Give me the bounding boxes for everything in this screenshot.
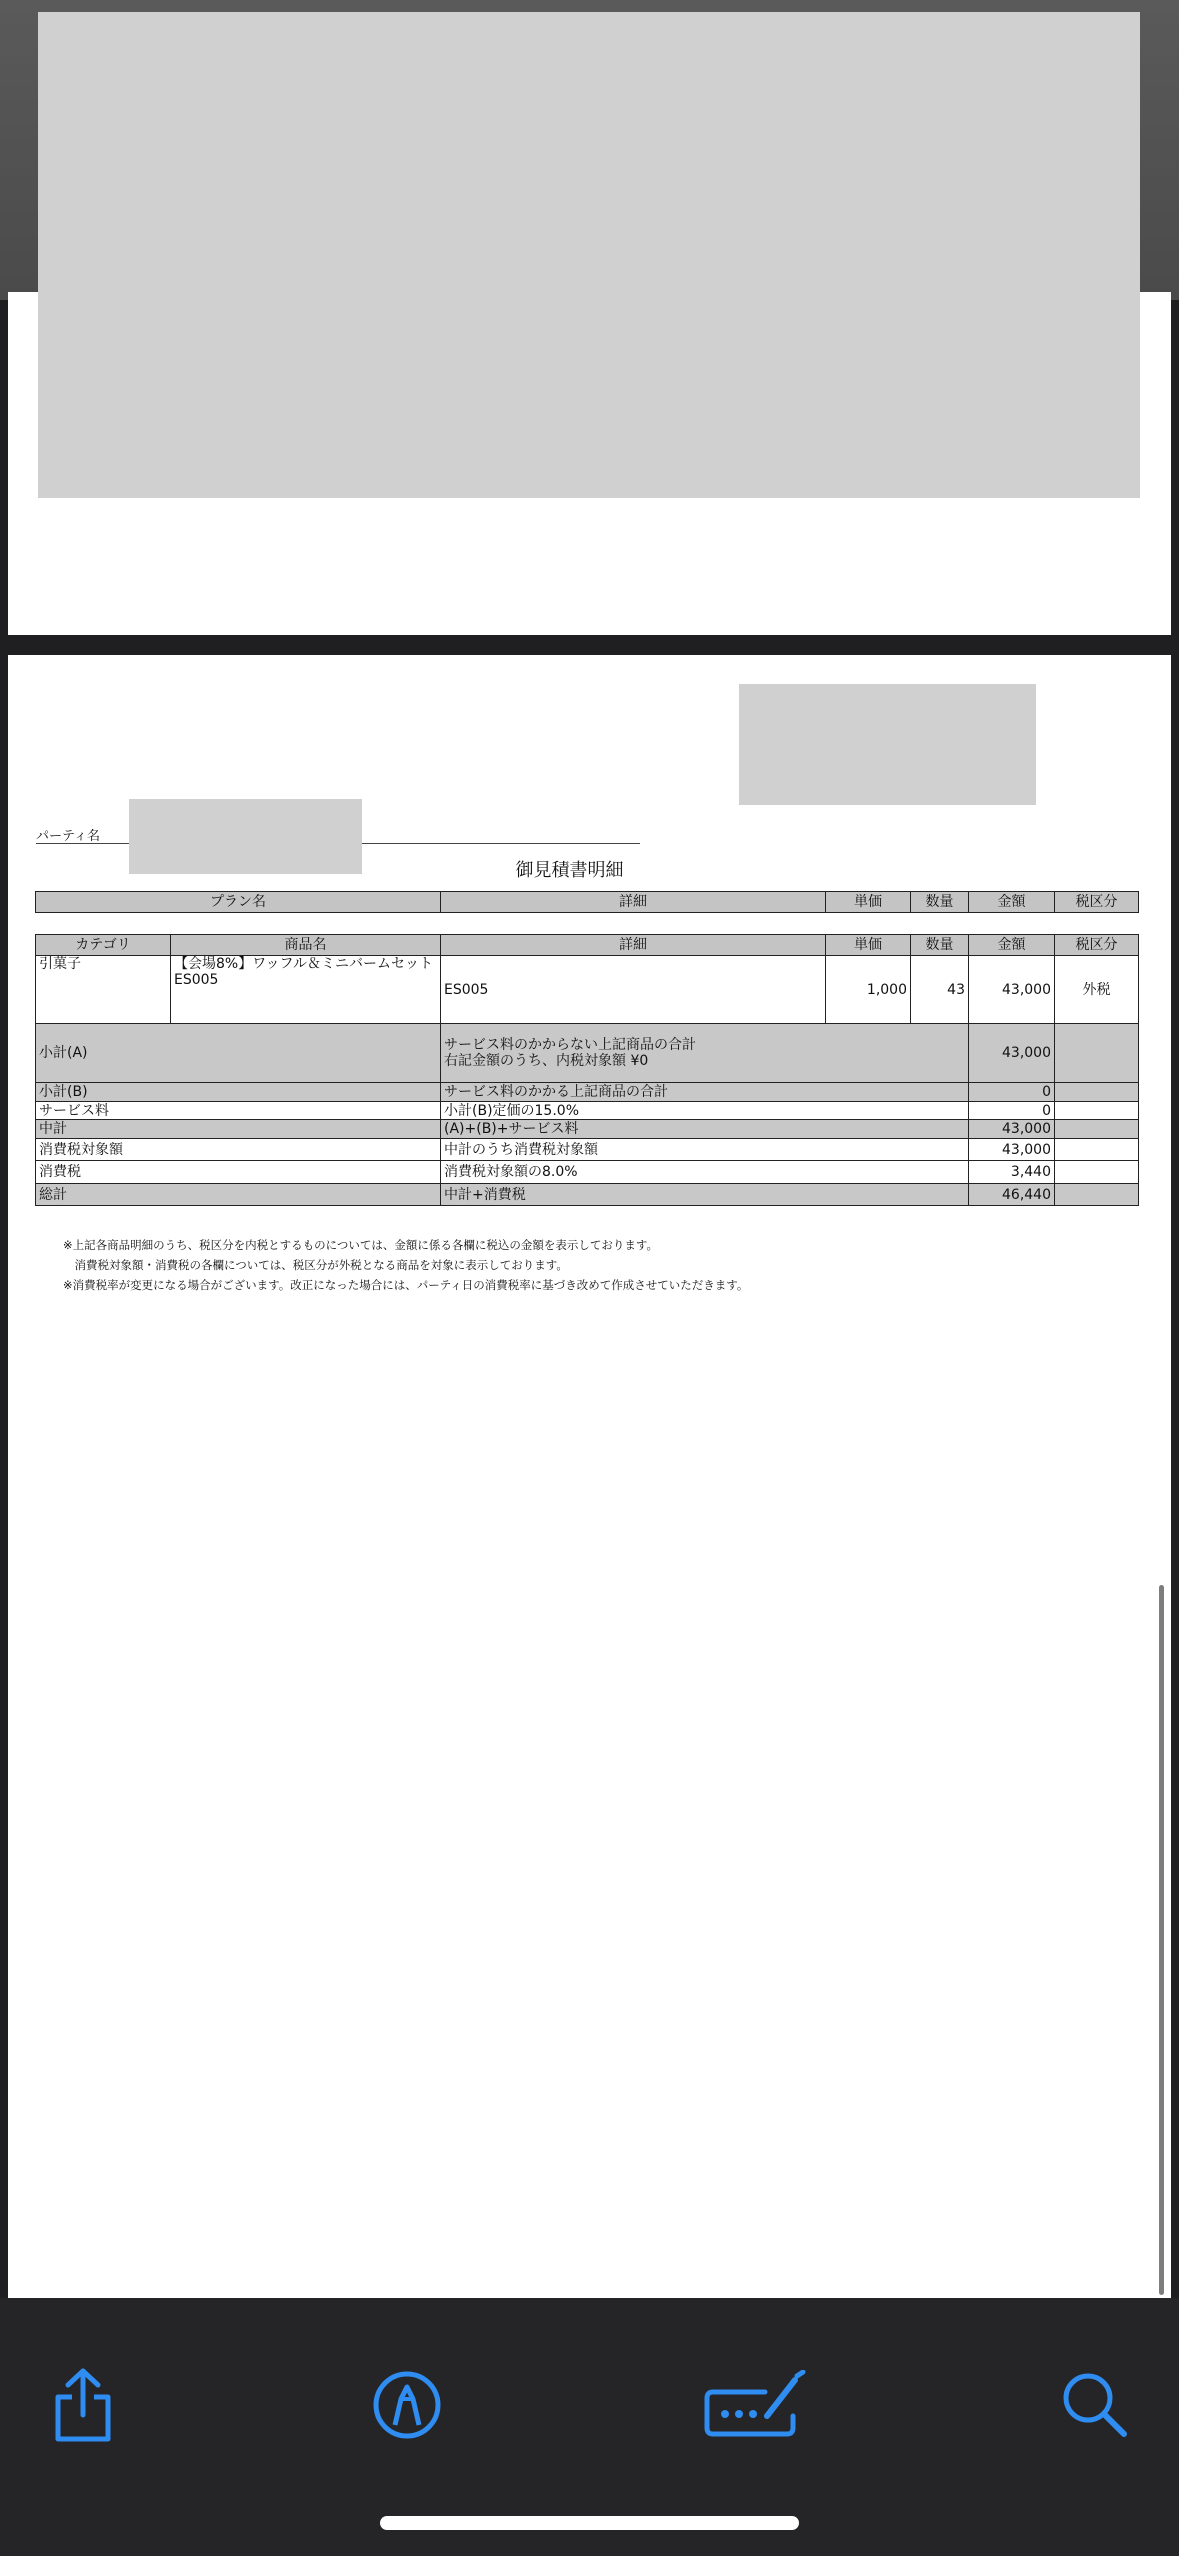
subtotal-b-label: 小計(B) — [36, 1083, 441, 1102]
scrollbar[interactable] — [1159, 1585, 1164, 2295]
markup-button[interactable] — [362, 2360, 452, 2450]
items-table — [35, 934, 1139, 1206]
subtotal-a-desc-line1: サービス料のかからない上記商品の合計 — [444, 1037, 696, 1053]
subtotal-a-tax — [1055, 1024, 1139, 1083]
header-unit-price: 単価 — [826, 935, 911, 956]
header-detail: 詳細 — [441, 892, 826, 913]
service-fee-desc: 小計(B)定価の15.0% — [441, 1102, 969, 1120]
tax-label: 消費税 — [36, 1161, 441, 1184]
header-unit-price: 単価 — [826, 892, 911, 913]
tax-tax — [1055, 1161, 1139, 1184]
tax-desc: 消費税対象額の8.0% — [441, 1161, 969, 1184]
tax-row — [36, 1161, 1139, 1184]
item-detail: ES005 — [441, 956, 826, 1024]
total-tax — [1055, 1184, 1139, 1206]
item-tax-class: 外税 — [1055, 956, 1139, 1024]
subtotal-b-tax — [1055, 1083, 1139, 1102]
items-header-row — [36, 935, 1139, 956]
notes — [63, 1235, 748, 1295]
item-amount: 43,000 — [969, 956, 1055, 1024]
header-plan-name: プラン名 — [36, 892, 441, 913]
bottom-toolbar — [0, 2298, 1179, 2556]
item-category: 引菓子 — [36, 956, 171, 1024]
home-indicator[interactable] — [380, 2516, 799, 2530]
header-amount: 金額 — [969, 892, 1055, 913]
midtotal-label: 中計 — [36, 1120, 441, 1139]
header-detail: 詳細 — [441, 935, 826, 956]
subtotal-b-amount: 0 — [969, 1083, 1055, 1102]
total-desc: 中計+消費税 — [441, 1184, 969, 1206]
item-quantity: 43 — [911, 956, 969, 1024]
midtotal-amount: 43,000 — [969, 1120, 1055, 1139]
taxable-label: 消費税対象額 — [36, 1139, 441, 1161]
taxable-amount: 43,000 — [969, 1139, 1055, 1161]
header-tax-class: 税区分 — [1055, 892, 1139, 913]
service-fee-amount: 0 — [969, 1102, 1055, 1120]
header-tax-class: 税区分 — [1055, 935, 1139, 956]
midtotal-row — [36, 1120, 1139, 1139]
midtotal-tax — [1055, 1120, 1139, 1139]
note-2: 消費税対象額・消費税の各欄については、税区分が外税となる商品を対象に表示しております。 — [63, 1258, 568, 1272]
total-row — [36, 1184, 1139, 1206]
table-row — [36, 956, 1139, 1024]
subtotal-a-desc — [441, 1024, 969, 1083]
item-product — [171, 956, 441, 1024]
header-amount: 金額 — [969, 935, 1055, 956]
markup-pen-icon — [371, 2369, 443, 2441]
share-button[interactable] — [38, 2360, 128, 2450]
taxable-tax — [1055, 1139, 1139, 1161]
tax-amount: 3,440 — [969, 1161, 1055, 1184]
search-button[interactable] — [1050, 2360, 1140, 2450]
subtotal-a-amount: 43,000 — [969, 1024, 1055, 1083]
midtotal-desc: (A)+(B)+サービス料 — [441, 1120, 969, 1139]
subtotal-b-desc: サービス料のかかる上記商品の合計 — [441, 1083, 969, 1102]
service-fee-row — [36, 1102, 1139, 1120]
signature-button[interactable] — [700, 2360, 810, 2450]
note-3: ※消費税率が変更になる場合がございます。改正になった場合には、パーティ日の消費税率に基づき改めて作成させていただきます。 — [63, 1278, 749, 1292]
header-product: 商品名 — [171, 935, 441, 956]
subtotal-b-row — [36, 1083, 1139, 1102]
document-page-1 — [8, 292, 1171, 635]
service-fee-label: サービス料 — [36, 1102, 441, 1120]
subtotal-a-row — [36, 1024, 1139, 1083]
header-quantity: 数量 — [911, 892, 969, 913]
document-page-2 — [8, 655, 1171, 2298]
share-icon — [48, 2365, 118, 2445]
header-quantity: 数量 — [911, 935, 969, 956]
total-amount: 46,440 — [969, 1184, 1055, 1206]
redacted-block — [38, 12, 1140, 498]
subtotal-a-desc-line2: 右記金額のうち、内税対象額 ¥0 — [444, 1053, 649, 1069]
total-label: 総計 — [36, 1184, 441, 1206]
service-fee-tax — [1055, 1102, 1139, 1120]
header-category: カテゴリ — [36, 935, 171, 956]
item-product-name: 【会場8%】ワッフル＆ミニバームセット — [174, 956, 433, 972]
plan-header-row — [36, 892, 1139, 913]
note-1: ※上記各商品明細のうち、税区分を内税とするものについては、金額に係る各欄に税込の金額を表示しております。 — [63, 1238, 658, 1252]
redacted-block — [739, 684, 1036, 805]
subtotal-a-label: 小計(A) — [36, 1024, 441, 1083]
taxable-desc: 中計のうち消費税対象額 — [441, 1139, 969, 1161]
item-unit-price: 1,000 — [826, 956, 911, 1024]
taxable-row — [36, 1139, 1139, 1161]
document-title: 御見積書明細 — [515, 860, 624, 881]
search-icon — [1060, 2370, 1130, 2440]
signature-icon — [703, 2370, 807, 2440]
item-product-code: ES005 — [174, 972, 219, 988]
plan-header-table — [35, 891, 1139, 913]
party-name-label: パーティ名 — [36, 829, 100, 844]
